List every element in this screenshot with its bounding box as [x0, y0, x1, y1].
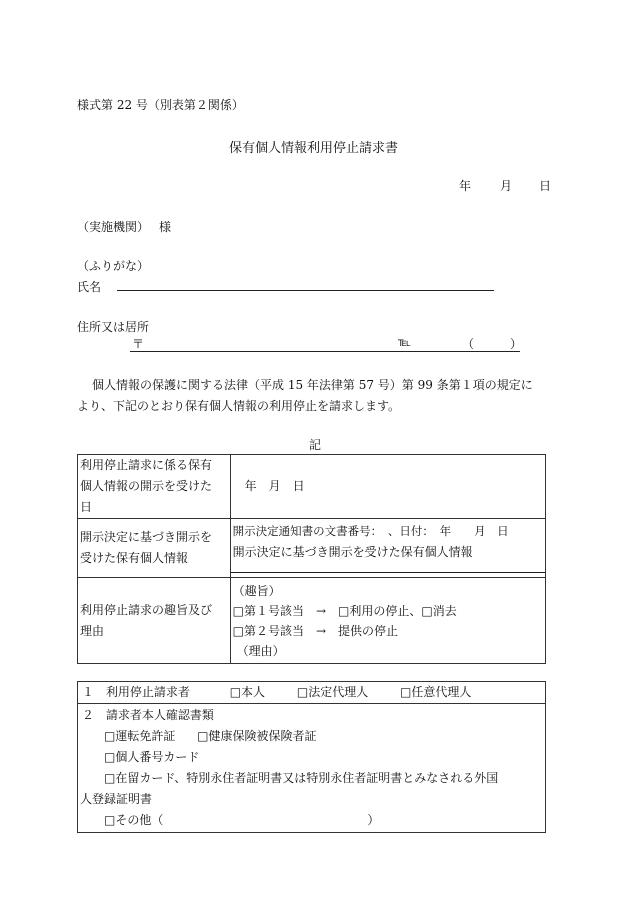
disclosure-date-label — [78, 455, 231, 519]
option-voluntary-agent[interactable]: □任意代理人 — [400, 685, 472, 699]
addressee-honorific: 様 — [159, 220, 172, 234]
document-title: 保有個人情報利用停止請求書 — [229, 141, 399, 156]
table-row — [78, 578, 546, 664]
cell-divider — [231, 572, 545, 573]
tel-paren: （ ） — [462, 337, 523, 351]
requester-table — [77, 681, 546, 833]
date-year: 年 — [459, 179, 472, 193]
mynumber-card-checkbox[interactable]: □個人番号カード — [104, 750, 200, 764]
clause2-checkbox-line[interactable]: □第２号該当 → 提供の停止 — [232, 623, 399, 638]
requester-row — [78, 682, 546, 704]
body-text-line1: 個人情報の保護に関する法律（平成 15 年法律第 57 号）第 99 条第１項の規定に — [92, 378, 533, 392]
requester-num: １ — [82, 685, 95, 699]
disclosure-date-value: 年 月 日 — [244, 479, 305, 493]
id-docs-label: 請求者本人確認書類 — [105, 708, 214, 722]
table-row — [78, 682, 546, 704]
id-docs-num: ２ — [82, 708, 95, 722]
option-legal-agent[interactable]: □法定代理人 — [296, 685, 369, 699]
date-month: 月 — [500, 179, 513, 193]
label-line: 利用停止請求に係る保有 — [80, 458, 213, 472]
table-row — [78, 455, 546, 519]
disclosed-info-field[interactable] — [230, 519, 545, 578]
requester-label: 利用停止請求者 — [105, 685, 190, 699]
drivers-license-checkbox[interactable]: □運転免許証 — [104, 729, 176, 743]
postal-mark: 〒 — [132, 337, 145, 351]
tel-mark: ℡ — [398, 335, 411, 349]
name-underline — [117, 290, 494, 291]
date-day: 日 — [539, 179, 552, 193]
disclosed-info-label — [78, 519, 231, 578]
label-line: 開示決定に基づき開示を — [80, 530, 213, 544]
table-row — [78, 704, 546, 833]
notice-number-line: 開示決定通知書の文書番号： 、日付： 年 月 日 — [232, 524, 509, 538]
disclosure-date-field[interactable] — [230, 455, 545, 519]
name-label: 氏名 — [77, 280, 102, 294]
health-insurance-checkbox[interactable]: □健康保険被保険者証 — [197, 729, 317, 743]
table-row — [78, 519, 546, 578]
request-detail-table — [77, 454, 546, 664]
id-docs-header — [82, 705, 543, 726]
form-number: 様式第 22 号（別表第２関係） — [77, 98, 244, 112]
address-underline — [130, 351, 520, 352]
reason-heading: （理由） — [236, 643, 285, 658]
clause1-checkbox-line[interactable]: □第１号該当 → □利用の停止、□消去 — [232, 603, 457, 618]
residence-card-continued: 人登録証明書 — [80, 792, 153, 806]
label-line: 個人情報の開示を受けた — [80, 479, 213, 493]
body-text-line2: より、下記のとおり保有個人情報の利用停止を請求します。 — [77, 399, 401, 413]
furigana-label: （ふりがな） — [77, 259, 150, 273]
other-doc-checkbox[interactable]: □その他（ ） — [104, 813, 380, 827]
label-line: 受けた保有個人情報 — [80, 551, 189, 565]
ki-label: 記 — [309, 438, 322, 452]
label-line: 日 — [80, 500, 93, 514]
label-line: 利用停止請求の趣旨及び — [80, 602, 213, 617]
id-docs-line1 — [82, 726, 543, 747]
disclosed-info-line: 開示決定に基づき開示を受けた保有個人情報 — [232, 545, 473, 559]
label-line: 理由 — [80, 623, 105, 638]
purpose-heading: （趣旨） — [232, 583, 281, 598]
option-self[interactable]: □本人 — [229, 685, 266, 699]
residence-card-checkbox[interactable]: □在留カード、特別永住者証明書又は特別永住者証明書とみなされる外国 — [104, 771, 499, 785]
id-docs-cell — [78, 704, 546, 833]
address-label: 住所又は居所 — [77, 320, 150, 334]
addressee-org: （実施機関） — [77, 220, 150, 234]
purpose-reason-field[interactable] — [230, 578, 545, 664]
purpose-reason-label — [78, 578, 231, 664]
